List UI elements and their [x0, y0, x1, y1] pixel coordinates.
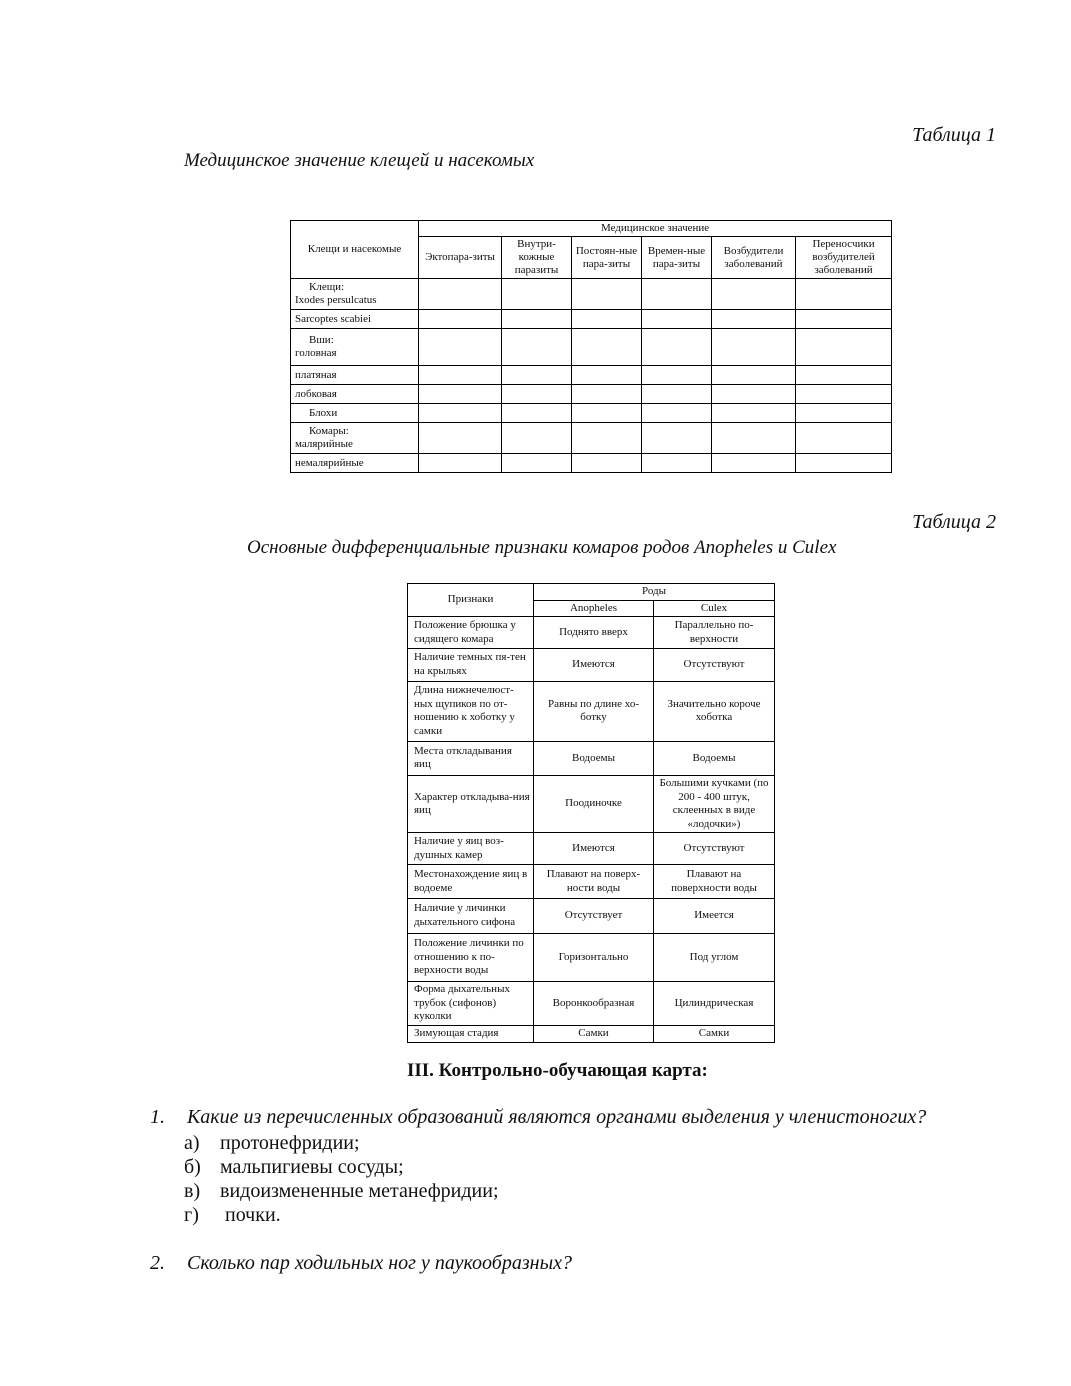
table-row — [291, 310, 892, 329]
table-row — [408, 776, 775, 833]
table2-anopheles-value: Горизонтально — [534, 933, 654, 981]
question-text: Какие из перечисленных образований являются органами выделения у членистоногих? — [187, 1106, 927, 1128]
table2-label: Таблица 2 — [912, 511, 996, 533]
option-text: видоизмененные метанефридии; — [220, 1180, 499, 1202]
table1-title: Медицинское значение клещей и насекомых — [184, 150, 535, 171]
table2-group-header: Роды — [534, 584, 775, 601]
table-row — [408, 982, 775, 1026]
table2-sub-header-culex: Culex — [654, 600, 775, 617]
table1-row-label: платяная — [295, 368, 337, 381]
table-row — [291, 454, 892, 473]
table1-col-header: Постоян-ные пара-зиты — [572, 237, 642, 279]
table2-anopheles-value: Воронкообразная — [534, 982, 654, 1026]
table2-feature: Зимующая стадия — [408, 1026, 534, 1043]
table1-row-label: головная — [295, 347, 337, 359]
table-row — [408, 741, 775, 775]
table2-feature: Положение личинки по отношению к по-верхности воды — [408, 933, 534, 981]
table-row — [408, 649, 775, 681]
table-row — [408, 833, 775, 865]
table2-anopheles-value: Плавают на поверх-ности воды — [534, 865, 654, 898]
table1-label: Таблица 1 — [912, 124, 996, 146]
option-letter: а) — [184, 1132, 200, 1154]
table1-group-header: Медицинское значение — [419, 221, 892, 237]
table-row — [291, 404, 892, 423]
table1 — [290, 220, 892, 473]
answer-option — [184, 1156, 404, 1179]
question-number: 2. — [150, 1252, 165, 1274]
table1-row-label: малярийные — [295, 438, 353, 450]
table2-feature: Положение брюшка у сидящего комара — [408, 617, 534, 649]
table2-anopheles-value: Отсутствует — [534, 898, 654, 933]
table-row — [291, 385, 892, 404]
table2-anopheles-value: Водоемы — [534, 741, 654, 775]
table2-anopheles-value: Имеются — [534, 833, 654, 865]
answer-option — [184, 1132, 360, 1155]
table2-feature: Длина нижнечелюст-ных щупиков по от-ношению к хоботку у самки — [408, 681, 534, 741]
table1-col-header: Переносчики возбудителей заболеваний — [796, 237, 892, 279]
question-text: Сколько пар ходильных ног у паукообразных? — [187, 1252, 572, 1274]
table1-row-label: лобковая — [295, 387, 337, 400]
table2-culex-value: Цилиндрическая — [654, 982, 775, 1026]
table2-culex-value: Под углом — [654, 933, 775, 981]
table1-row-label: Клещи: — [309, 281, 345, 293]
table2-anopheles-value: Равны по длине хо-ботку — [534, 681, 654, 741]
table2 — [407, 583, 775, 1043]
table2-col0-header: Признаки — [408, 584, 534, 617]
option-text: мальпигиевы сосуды; — [220, 1156, 404, 1178]
table2-feature: Места откладывания яиц — [408, 741, 534, 775]
table2-culex-value: Водоемы — [654, 741, 775, 775]
table2-culex-value: Отсутствуют — [654, 649, 775, 681]
table2-sub-header-anopheles: Anopheles — [534, 600, 654, 617]
table2-title: Основные дифференциальные признаки комаров родов Anopheles и Culex — [247, 537, 837, 558]
table2-culex-value: Значительно короче хоботка — [654, 681, 775, 741]
table2-culex-value: Самки — [654, 1026, 775, 1043]
table-row — [408, 898, 775, 933]
table2-culex-value: Отсутствуют — [654, 833, 775, 865]
answer-option — [184, 1204, 281, 1227]
option-letter: г) — [184, 1204, 199, 1226]
table2-culex-value: Плавают на поверхности воды — [654, 865, 775, 898]
table-row — [408, 617, 775, 649]
table1-col-header: Внутри-кожные паразиты — [502, 237, 572, 279]
table-row — [408, 1026, 775, 1043]
table1-row-label: немалярийные — [295, 456, 364, 469]
table2-anopheles-value: Имеются — [534, 649, 654, 681]
option-letter: в) — [184, 1180, 201, 1202]
table1-row-label: Блохи — [309, 406, 338, 419]
table-row — [291, 329, 892, 366]
option-text: почки. — [220, 1204, 281, 1226]
section-heading: III. Контрольно-обучающая карта: — [407, 1060, 708, 1081]
table2-anopheles-value: Самки — [534, 1026, 654, 1043]
table1-col-header: Эктопара-зиты — [419, 237, 502, 279]
table2-feature: Наличие у личинки дыхательного сифона — [408, 898, 534, 933]
table2-feature: Наличие у яиц воз-душных камер — [408, 833, 534, 865]
answer-option — [184, 1180, 499, 1203]
option-letter: б) — [184, 1156, 201, 1178]
table1-row-label: Комары: — [309, 425, 349, 437]
table2-culex-value: Параллельно по-верхности — [654, 617, 775, 649]
question-2 — [150, 1252, 572, 1275]
question-number: 1. — [150, 1106, 165, 1128]
table-row — [291, 423, 892, 454]
table1-row-label: Вши: — [309, 334, 334, 346]
table1-row-label: Sarcoptes scabiei — [295, 312, 372, 325]
table1-col0-header: Клещи и насекомые — [291, 221, 419, 279]
table-row — [408, 865, 775, 898]
table-row — [408, 681, 775, 741]
table2-feature: Форма дыхательных трубок (сифонов) куколки — [408, 982, 534, 1026]
option-text: протонефридии; — [220, 1132, 360, 1154]
table2-anopheles-value: Поодиночке — [534, 776, 654, 833]
table2-culex-value: Имеется — [654, 898, 775, 933]
table2-culex-value: Большими кучками (по 200 - 400 штук, склеенных в виде «лодочки») — [654, 776, 775, 833]
table1-row-label: Ixodes persulcatus — [295, 294, 377, 306]
table2-anopheles-value: Поднято вверх — [534, 617, 654, 649]
table-row — [291, 366, 892, 385]
table2-feature: Местонахождение яиц в водоеме — [408, 865, 534, 898]
table1-col-header: Времен-ные пара-зиты — [642, 237, 712, 279]
table2-feature: Характер откладыва-ния яиц — [408, 776, 534, 833]
table2-feature: Наличие темных пя-тен на крыльях — [408, 649, 534, 681]
question-1 — [150, 1106, 926, 1129]
table1-col-header: Возбудители заболеваний — [712, 237, 796, 279]
table-row — [408, 933, 775, 981]
table-row — [291, 279, 892, 310]
